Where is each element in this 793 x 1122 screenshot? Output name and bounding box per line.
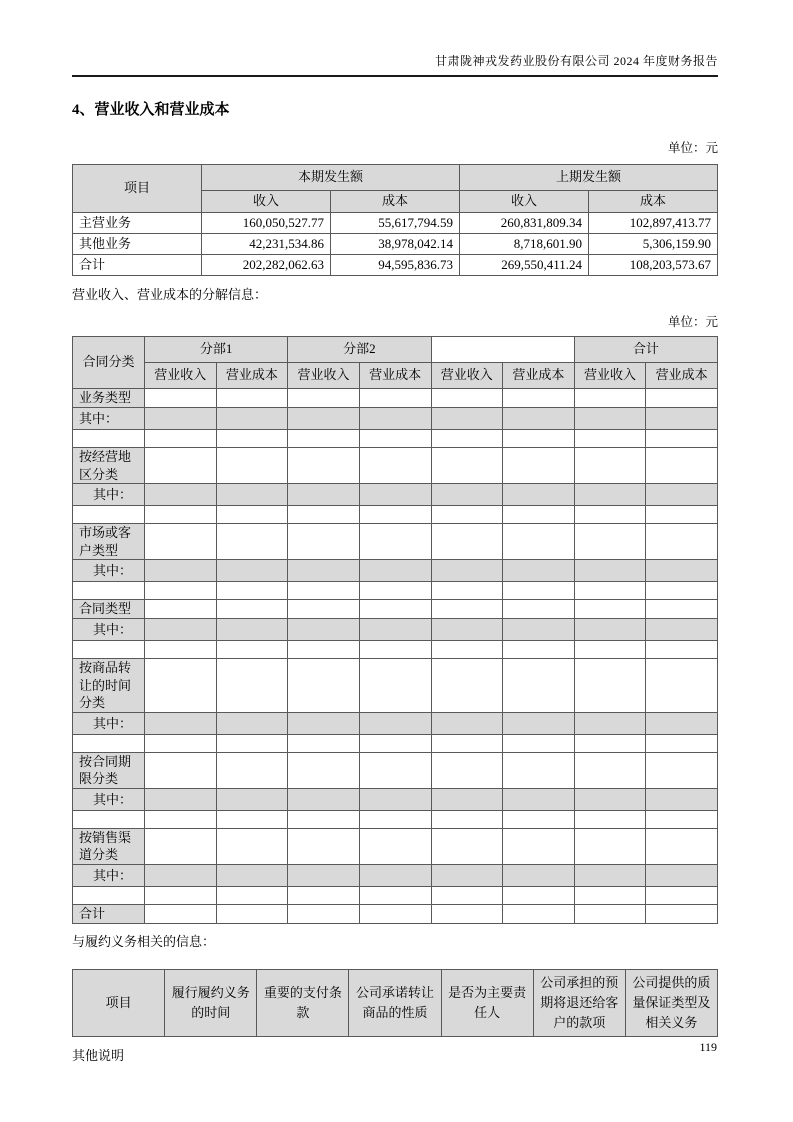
table-subheader-row <box>73 363 718 389</box>
empty-cell <box>359 712 431 734</box>
item-header: 项目 <box>73 970 165 1037</box>
empty-cell <box>646 659 718 713</box>
row-label: 主营业务 <box>73 213 202 234</box>
empty-cell <box>646 524 718 560</box>
row-label: 其他业务 <box>73 234 202 255</box>
empty-cell <box>216 828 288 864</box>
empty-cell <box>145 448 217 484</box>
row-label: 按商品转让的时间分类 <box>73 659 145 713</box>
empty-cell <box>216 408 288 430</box>
table-row <box>73 524 718 560</box>
empty-cell <box>646 810 718 828</box>
empty-cell <box>574 659 646 713</box>
cost-subheader: 营业成本 <box>216 363 288 389</box>
empty-cell <box>145 659 217 713</box>
performance-obligation-table <box>72 969 718 1037</box>
empty-cell <box>359 734 431 752</box>
empty-cell <box>145 865 217 887</box>
table-row <box>73 408 718 430</box>
empty-cell <box>359 828 431 864</box>
prior-cost-header: 成本 <box>589 191 718 213</box>
empty-cell <box>431 484 503 506</box>
empty-cell <box>646 712 718 734</box>
value-cell: 160,050,527.77 <box>202 213 331 234</box>
empty-cell <box>431 734 503 752</box>
empty-cell <box>216 788 288 810</box>
row-label: 市场或客户类型 <box>73 524 145 560</box>
empty-cell <box>503 506 575 524</box>
empty-cell <box>145 430 217 448</box>
page-number: 119 <box>699 1040 717 1054</box>
empty-cell <box>574 712 646 734</box>
empty-cell <box>574 865 646 887</box>
empty-cell <box>646 865 718 887</box>
empty-cell <box>288 734 360 752</box>
empty-cell <box>359 752 431 788</box>
empty-cell <box>503 524 575 560</box>
row-label: 其中： <box>73 484 145 506</box>
empty-cell <box>216 887 288 905</box>
empty-cell <box>216 506 288 524</box>
empty-cell <box>145 560 217 582</box>
table-row <box>73 810 718 828</box>
empty-cell <box>431 752 503 788</box>
empty-cell <box>288 582 360 600</box>
empty-cell <box>359 865 431 887</box>
segment2-header: 分部2 <box>288 337 431 363</box>
table-total-row <box>73 255 718 276</box>
empty-cell <box>503 430 575 448</box>
empty-cell <box>359 905 431 924</box>
empty-cell <box>646 389 718 408</box>
empty-cell <box>359 582 431 600</box>
empty-cell <box>216 389 288 408</box>
empty-cell <box>145 752 217 788</box>
empty-cell <box>145 619 217 641</box>
empty-cell <box>431 905 503 924</box>
row-label: 按销售渠道分类 <box>73 828 145 864</box>
value-cell: 260,831,809.34 <box>460 213 589 234</box>
empty-cell <box>216 752 288 788</box>
value-cell: 38,978,042.14 <box>331 234 460 255</box>
breakdown-note: 营业收入、营业成本的分解信息： <box>72 287 268 302</box>
goods-nature-header: 公司承诺转让商品的性质 <box>349 970 441 1037</box>
empty-cell <box>503 712 575 734</box>
empty-cell <box>145 600 217 619</box>
empty-cell <box>431 788 503 810</box>
total-group-header: 合计 <box>574 337 717 363</box>
row-label: 其中： <box>73 560 145 582</box>
empty-cell <box>431 600 503 619</box>
empty-cell <box>646 506 718 524</box>
empty-cell <box>288 524 360 560</box>
current-period-header: 本期发生额 <box>202 165 460 191</box>
row-label: 业务类型 <box>73 389 145 408</box>
table-row <box>73 448 718 484</box>
empty-cell <box>216 865 288 887</box>
empty-cell <box>359 810 431 828</box>
segment1-header: 分部1 <box>145 337 288 363</box>
income-subheader: 营业收入 <box>574 363 646 389</box>
section-title: 4、营业收入和营业成本 <box>72 102 230 118</box>
table-row <box>73 582 718 600</box>
prior-period-header: 上期发生额 <box>460 165 718 191</box>
empty-cell <box>216 524 288 560</box>
empty-cell <box>574 619 646 641</box>
empty-cell <box>431 810 503 828</box>
value-cell: 8,718,601.90 <box>460 234 589 255</box>
cost-subheader: 营业成本 <box>503 363 575 389</box>
empty-cell <box>503 659 575 713</box>
empty-cell <box>646 582 718 600</box>
empty-cell <box>216 619 288 641</box>
empty-cell <box>359 430 431 448</box>
empty-cell <box>145 905 217 924</box>
empty-cell <box>574 734 646 752</box>
empty-cell <box>646 560 718 582</box>
cost-subheader: 营业成本 <box>359 363 431 389</box>
empty-cell <box>431 524 503 560</box>
table-row <box>73 887 718 905</box>
empty-cell <box>288 506 360 524</box>
empty-cell <box>503 734 575 752</box>
empty-cell <box>431 408 503 430</box>
table-row <box>73 484 718 506</box>
table-row <box>73 828 718 864</box>
table-row <box>73 734 718 752</box>
row-label: 其中： <box>73 408 145 430</box>
table-row <box>73 430 718 448</box>
table-row <box>73 788 718 810</box>
empty-cell <box>431 887 503 905</box>
empty-cell <box>503 619 575 641</box>
empty-cell <box>646 641 718 659</box>
table-row <box>73 712 718 734</box>
empty-cell <box>145 810 217 828</box>
empty-cell <box>359 641 431 659</box>
empty-cell <box>288 659 360 713</box>
table-row <box>73 389 718 408</box>
row-label <box>73 582 145 600</box>
empty-cell <box>431 619 503 641</box>
empty-cell <box>216 600 288 619</box>
empty-cell <box>574 905 646 924</box>
empty-cell <box>359 560 431 582</box>
empty-cell <box>216 448 288 484</box>
empty-cell <box>503 865 575 887</box>
empty-cell <box>574 448 646 484</box>
row-label <box>73 506 145 524</box>
empty-cell <box>574 524 646 560</box>
current-income-header: 收入 <box>202 191 331 213</box>
empty-cell <box>288 828 360 864</box>
empty-cell <box>431 430 503 448</box>
empty-cell <box>145 641 217 659</box>
empty-cell <box>503 408 575 430</box>
value-cell: 102,897,413.77 <box>589 213 718 234</box>
empty-cell <box>574 788 646 810</box>
table-row <box>73 752 718 788</box>
empty-cell <box>646 828 718 864</box>
income-subheader: 营业收入 <box>145 363 217 389</box>
table-row <box>73 600 718 619</box>
empty-cell <box>359 524 431 560</box>
empty-cell <box>574 484 646 506</box>
empty-cell <box>145 484 217 506</box>
value-cell: 108,203,573.67 <box>589 255 718 276</box>
other-note: 其他说明 <box>72 1048 125 1064</box>
row-label <box>73 641 145 659</box>
empty-cell <box>145 734 217 752</box>
row-label: 其中： <box>73 788 145 810</box>
empty-cell <box>503 600 575 619</box>
row-label: 其中： <box>73 619 145 641</box>
empty-cell <box>216 430 288 448</box>
empty-cell <box>503 484 575 506</box>
report-header-title: 甘肃陇神戎发药业股份有限公司 2024 年度财务报告 <box>434 54 718 68</box>
empty-cell <box>288 408 360 430</box>
empty-cell <box>646 430 718 448</box>
empty-cell <box>503 905 575 924</box>
empty-cell <box>145 887 217 905</box>
table-header-row <box>73 970 718 1037</box>
empty-cell <box>288 484 360 506</box>
empty-cell <box>216 560 288 582</box>
empty-cell <box>503 828 575 864</box>
empty-cell <box>288 788 360 810</box>
income-subheader: 营业收入 <box>288 363 360 389</box>
empty-cell <box>359 484 431 506</box>
empty-cell <box>145 788 217 810</box>
empty-cell <box>646 619 718 641</box>
contract-category-header: 合同分类 <box>73 337 145 389</box>
value-cell: 94,595,836.73 <box>331 255 460 276</box>
empty-cell <box>574 560 646 582</box>
obligation-note: 与履约义务相关的信息： <box>72 934 216 950</box>
table-row <box>73 234 718 255</box>
empty-cell <box>431 641 503 659</box>
empty-cell <box>216 712 288 734</box>
empty-cell <box>288 600 360 619</box>
empty-cell <box>431 659 503 713</box>
row-label: 合计 <box>73 255 202 276</box>
empty-cell <box>574 887 646 905</box>
blank-segment-header <box>431 337 574 363</box>
row-label <box>73 430 145 448</box>
current-cost-header: 成本 <box>331 191 460 213</box>
table-row <box>73 560 718 582</box>
empty-cell <box>431 865 503 887</box>
empty-cell <box>574 828 646 864</box>
empty-cell <box>646 448 718 484</box>
empty-cell <box>646 752 718 788</box>
value-cell: 269,550,411.24 <box>460 255 589 276</box>
empty-cell <box>646 788 718 810</box>
empty-cell <box>503 448 575 484</box>
row-label <box>73 887 145 905</box>
payment-terms-header: 重要的支付条款 <box>257 970 349 1037</box>
unit-label: 单位：元 <box>667 141 718 155</box>
table-row <box>73 506 718 524</box>
revenue-breakdown-table <box>72 336 718 924</box>
empty-cell <box>359 788 431 810</box>
row-label: 合计 <box>73 905 145 924</box>
value-cell: 42,231,534.86 <box>202 234 331 255</box>
empty-cell <box>145 389 217 408</box>
empty-cell <box>503 887 575 905</box>
empty-cell <box>145 524 217 560</box>
table-row <box>73 641 718 659</box>
empty-cell <box>216 582 288 600</box>
empty-cell <box>288 430 360 448</box>
empty-cell <box>431 560 503 582</box>
table-row <box>73 865 718 887</box>
empty-cell <box>503 389 575 408</box>
empty-cell <box>431 582 503 600</box>
table-header-row <box>73 165 718 191</box>
prior-income-header: 收入 <box>460 191 589 213</box>
empty-cell <box>359 619 431 641</box>
empty-cell <box>288 619 360 641</box>
empty-cell <box>288 712 360 734</box>
empty-cell <box>145 828 217 864</box>
empty-cell <box>503 560 575 582</box>
empty-cell <box>431 712 503 734</box>
empty-cell <box>359 389 431 408</box>
empty-cell <box>646 887 718 905</box>
empty-cell <box>145 582 217 600</box>
empty-cell <box>574 408 646 430</box>
empty-cell <box>216 659 288 713</box>
empty-cell <box>574 582 646 600</box>
row-label <box>73 734 145 752</box>
empty-cell <box>359 659 431 713</box>
empty-cell <box>216 810 288 828</box>
cost-subheader: 营业成本 <box>646 363 718 389</box>
table-row <box>73 213 718 234</box>
empty-cell <box>359 448 431 484</box>
empty-cell <box>359 506 431 524</box>
empty-cell <box>503 788 575 810</box>
income-subheader: 营业收入 <box>431 363 503 389</box>
empty-cell <box>288 905 360 924</box>
empty-cell <box>216 905 288 924</box>
empty-cell <box>216 641 288 659</box>
row-label: 按经营地区分类 <box>73 448 145 484</box>
empty-cell <box>288 560 360 582</box>
empty-cell <box>431 506 503 524</box>
empty-cell <box>288 865 360 887</box>
header-divider <box>72 75 718 77</box>
empty-cell <box>288 389 360 408</box>
empty-cell <box>574 430 646 448</box>
empty-cell <box>145 408 217 430</box>
row-label: 其中： <box>73 712 145 734</box>
empty-cell <box>574 389 646 408</box>
empty-cell <box>574 641 646 659</box>
value-cell: 5,306,159.90 <box>589 234 718 255</box>
empty-cell <box>646 484 718 506</box>
table-total-row <box>73 905 718 924</box>
primary-obligor-header: 是否为主要责任人 <box>441 970 533 1037</box>
page-content <box>0 52 793 1064</box>
empty-cell <box>503 752 575 788</box>
quality-guarantee-header: 公司提供的质量保证类型及相关义务 <box>625 970 717 1037</box>
empty-cell <box>145 506 217 524</box>
empty-cell <box>359 408 431 430</box>
value-cell: 55,617,794.59 <box>331 213 460 234</box>
empty-cell <box>646 408 718 430</box>
item-column-header: 项目 <box>73 165 202 213</box>
row-label: 按合同期限分类 <box>73 752 145 788</box>
empty-cell <box>359 887 431 905</box>
empty-cell <box>431 389 503 408</box>
unit-label: 单位：元 <box>667 315 718 329</box>
empty-cell <box>359 600 431 619</box>
empty-cell <box>646 600 718 619</box>
empty-cell <box>288 810 360 828</box>
empty-cell <box>431 448 503 484</box>
empty-cell <box>574 600 646 619</box>
fulfillment-time-header: 履行履约义务的时间 <box>165 970 257 1037</box>
empty-cell <box>145 712 217 734</box>
empty-cell <box>574 810 646 828</box>
empty-cell <box>503 810 575 828</box>
empty-cell <box>431 828 503 864</box>
table-row <box>73 619 718 641</box>
empty-cell <box>503 641 575 659</box>
refund-expected-header: 公司承担的预期将退还给客户的款项 <box>533 970 625 1037</box>
empty-cell <box>646 734 718 752</box>
row-label: 合同类型 <box>73 600 145 619</box>
empty-cell <box>288 752 360 788</box>
table-row <box>73 659 718 713</box>
empty-cell <box>646 905 718 924</box>
row-label <box>73 810 145 828</box>
empty-cell <box>574 506 646 524</box>
value-cell: 202,282,062.63 <box>202 255 331 276</box>
empty-cell <box>216 734 288 752</box>
revenue-cost-table <box>72 164 718 276</box>
empty-cell <box>288 641 360 659</box>
empty-cell <box>288 448 360 484</box>
table-header-row <box>73 337 718 363</box>
row-label: 其中： <box>73 865 145 887</box>
empty-cell <box>288 887 360 905</box>
empty-cell <box>216 484 288 506</box>
empty-cell <box>503 582 575 600</box>
empty-cell <box>574 752 646 788</box>
